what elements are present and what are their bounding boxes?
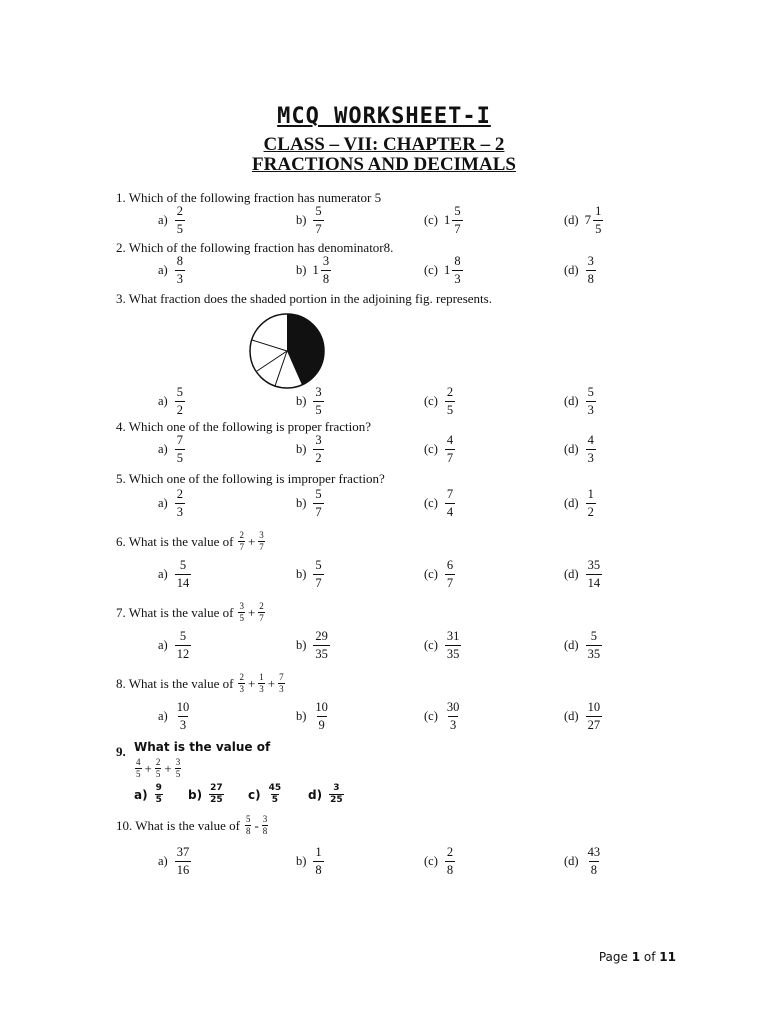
q9-number: 9. [116, 744, 126, 759]
option-label: (c) [424, 853, 438, 868]
worksheet-title: MCQ WORKSHEET-I [277, 104, 491, 129]
option-label: (c) [424, 393, 438, 408]
numerator: 3 [333, 783, 340, 793]
operator: + [164, 760, 172, 776]
answer-option[interactable] [158, 434, 186, 464]
denominator: 7 [259, 613, 264, 623]
numerator: 9 [155, 783, 162, 793]
numerator: 1 [259, 672, 264, 682]
question-label: 6. What is the value of [116, 533, 234, 549]
operator: + [247, 604, 256, 620]
denominator: 8 [587, 271, 594, 286]
question-text [116, 291, 492, 307]
numerator: 7 [279, 672, 284, 682]
option-label: b) [296, 495, 307, 510]
denominator: 3 [587, 450, 594, 465]
answer-option[interactable] [158, 488, 186, 518]
numerator: 5 [315, 204, 322, 218]
option-label: b) [296, 441, 307, 456]
options-row [0, 559, 768, 595]
operator: + [144, 760, 152, 776]
answer-option[interactable] [424, 559, 456, 589]
option-label: a) [158, 566, 168, 581]
fraction [593, 205, 603, 235]
numerator: 3 [239, 601, 244, 611]
answer-option[interactable] [564, 434, 597, 464]
denominator: 2 [315, 450, 322, 465]
fraction [175, 434, 185, 464]
operator: - [254, 817, 259, 833]
answer-option[interactable] [564, 846, 603, 876]
options-row [0, 488, 768, 524]
numerator: 5 [245, 814, 251, 824]
fraction [445, 559, 455, 589]
numerator: 5 [179, 558, 187, 572]
numerator: 6 [446, 558, 454, 572]
answer-option[interactable] [248, 784, 283, 805]
option-label: (d) [564, 262, 579, 277]
fraction [209, 784, 224, 805]
question-text [116, 815, 269, 836]
fraction [175, 255, 185, 285]
answer-option[interactable] [158, 559, 192, 589]
answer-option[interactable] [424, 255, 464, 285]
numerator: 8 [454, 254, 461, 268]
answer-option[interactable] [296, 255, 332, 285]
denominator: 3 [179, 717, 187, 732]
whole-number: 7 [584, 212, 592, 227]
denominator: 8 [262, 826, 268, 836]
answer-option[interactable] [424, 434, 456, 464]
numerator: 8 [176, 254, 183, 268]
fraction [329, 784, 344, 805]
option-label: (c) [424, 708, 438, 723]
numerator: 4 [587, 433, 594, 447]
answer-option[interactable] [564, 701, 603, 731]
denominator: 7 [446, 575, 454, 590]
option-label: a) [158, 262, 168, 277]
denominator: 14 [587, 575, 601, 590]
fraction [586, 386, 596, 416]
numerator: 2 [239, 672, 244, 682]
question-expression [244, 815, 269, 836]
answer-option[interactable] [564, 386, 597, 416]
numerator: 3 [587, 254, 594, 268]
denominator: 5 [595, 221, 602, 236]
answer-option[interactable] [296, 434, 325, 464]
numerator: 5 [179, 629, 187, 643]
fraction [175, 630, 192, 660]
option-label: (d) [564, 495, 579, 510]
fraction [258, 531, 265, 552]
denominator: 7 [315, 575, 322, 590]
fraction [586, 846, 603, 876]
denominator: 5 [446, 402, 454, 417]
answer-option[interactable] [296, 630, 331, 660]
option-label: a) [158, 708, 168, 723]
numerator: 43 [587, 845, 601, 859]
numerator: 2 [176, 204, 183, 218]
q9-expression [134, 758, 182, 779]
numerator: 1 [315, 845, 322, 859]
question-expression [237, 531, 265, 552]
class-line: CLASS – VII: CHAPTER – 2 [263, 134, 505, 155]
question-label: 4. Which one of the following is proper fraction? [116, 419, 371, 434]
numerator: 27 [210, 783, 223, 793]
fraction [452, 255, 462, 285]
numerator: 4 [446, 433, 454, 447]
denominator: 7 [315, 504, 322, 519]
fraction [586, 701, 603, 731]
fraction [445, 630, 462, 660]
answer-option[interactable] [308, 784, 345, 805]
numerator: 2 [259, 601, 264, 611]
denominator: 7 [259, 542, 264, 552]
denominator: 3 [454, 271, 461, 286]
operator: + [247, 675, 256, 691]
numerator: 4 [136, 757, 141, 767]
option-label: b) [296, 212, 307, 227]
question-label: 10. What is the value of [116, 817, 240, 833]
answer-option[interactable] [296, 559, 325, 589]
fraction [258, 602, 265, 623]
option-label: (d) [564, 853, 579, 868]
numerator: 10 [176, 700, 190, 714]
pie-figure [248, 312, 328, 392]
answer-option[interactable] [296, 488, 325, 518]
fraction [175, 758, 182, 779]
question-label: 8. What is the value of [116, 675, 234, 691]
fraction [135, 758, 142, 779]
numerator: 1 [595, 204, 602, 218]
denominator: 3 [587, 402, 594, 417]
denominator: 5 [239, 613, 244, 623]
option-label: (c) [424, 212, 438, 227]
option-label: a) [158, 393, 168, 408]
denominator: 3 [259, 684, 264, 694]
numerator: 2 [446, 845, 454, 859]
denominator: 3 [239, 684, 244, 694]
answer-option[interactable] [296, 846, 325, 876]
denominator: 4 [446, 504, 454, 519]
question-label: 7. What is the value of [116, 604, 234, 620]
options-row [0, 846, 768, 882]
option-label: (d) [564, 393, 579, 408]
fraction [175, 846, 192, 876]
operator: + [267, 675, 276, 691]
numerator: 31 [446, 629, 460, 643]
option-label: (c) [424, 262, 438, 277]
denominator: 25 [330, 795, 343, 805]
answer-option[interactable] [564, 255, 597, 285]
numerator: 5 [454, 204, 461, 218]
option-label: b) [296, 637, 307, 652]
fraction [586, 488, 596, 518]
fraction [278, 673, 285, 694]
answer-option[interactable] [188, 784, 225, 805]
fraction [445, 701, 462, 731]
question-text [116, 471, 385, 487]
denominator: 5 [176, 221, 183, 236]
numerator: 29 [315, 629, 328, 643]
denominator: 8 [590, 862, 597, 877]
numerator: 3 [259, 530, 264, 540]
fraction [175, 488, 185, 518]
fraction [175, 386, 185, 416]
denominator: 5 [176, 450, 183, 465]
question-text [116, 190, 381, 206]
denominator: 12 [176, 646, 190, 661]
denominator: 27 [587, 717, 601, 732]
footer-total: 11 [659, 950, 676, 964]
fraction [313, 205, 323, 235]
whole-number: 1 [312, 262, 319, 277]
fraction [238, 602, 245, 623]
question-label: 1. Which of the following fraction has numerator 5 [116, 190, 382, 205]
fraction [262, 815, 269, 836]
fraction [445, 434, 455, 464]
denominator: 2 [587, 504, 594, 519]
numerator: 3 [175, 757, 181, 767]
fraction [445, 846, 455, 876]
option-label: b) [296, 853, 307, 868]
answer-option[interactable] [564, 488, 597, 518]
answer-option[interactable] [158, 205, 186, 235]
answer-option[interactable] [296, 205, 325, 235]
fraction [175, 205, 185, 235]
fraction [155, 758, 162, 779]
answer-option[interactable] [564, 205, 604, 235]
fraction [445, 488, 455, 518]
option-label: a) [158, 212, 168, 227]
denominator: 5 [175, 769, 181, 779]
question-expression [237, 673, 285, 694]
footer-mid: of [640, 950, 660, 964]
question-label: 5. Which one of the following is improper fraction? [116, 471, 385, 486]
answer-option[interactable] [134, 784, 164, 805]
answer-option[interactable] [158, 255, 186, 285]
option-label: (d) [564, 708, 579, 723]
denominator: 3 [279, 684, 284, 694]
fraction [313, 630, 330, 660]
fraction [313, 434, 323, 464]
answer-option[interactable] [424, 630, 462, 660]
fraction [586, 630, 603, 660]
whole-number: 1 [443, 212, 451, 227]
option-label: a) [158, 853, 168, 868]
numerator: 2 [155, 757, 161, 767]
fraction [238, 531, 245, 552]
numerator: 3 [315, 385, 322, 399]
option-label: a) [158, 637, 168, 652]
numerator: 10 [587, 700, 601, 714]
numerator: 37 [176, 845, 190, 859]
question-label: 3. What fraction does the shaded portion in the adjoining fig. represents. [116, 291, 492, 306]
denominator: 8 [446, 862, 454, 877]
denominator: 35 [315, 646, 328, 661]
option-label: (c) [424, 441, 438, 456]
option-label: a) [158, 495, 168, 510]
numerator: 5 [176, 385, 183, 399]
denominator: 7 [315, 221, 322, 236]
fraction [175, 559, 192, 589]
option-label: (d) [564, 441, 579, 456]
answer-option[interactable] [158, 386, 186, 416]
question-text [116, 531, 266, 552]
answer-option[interactable] [158, 630, 192, 660]
numerator: 10 [315, 700, 328, 714]
option-label: (d) [564, 212, 579, 227]
answer-option[interactable] [158, 846, 192, 876]
answer-option[interactable] [296, 701, 331, 731]
question-expression [237, 602, 265, 623]
answer-option[interactable] [424, 205, 464, 235]
denominator: 3 [176, 271, 183, 286]
question-text [116, 240, 393, 256]
denominator: 3 [450, 717, 457, 732]
fraction [175, 701, 192, 731]
fraction [155, 784, 163, 805]
numerator: 7 [176, 433, 183, 447]
options-row [0, 434, 768, 470]
option-label: b) [296, 393, 307, 408]
option-label: b) [296, 708, 307, 723]
numerator: 30 [446, 700, 460, 714]
fraction [258, 673, 265, 694]
option-label: (c) [424, 637, 438, 652]
options-row [0, 701, 768, 737]
denominator: 16 [176, 862, 190, 877]
fraction [313, 701, 330, 731]
denominator: 5 [136, 769, 141, 779]
answer-option[interactable] [424, 701, 462, 731]
answer-option[interactable] [424, 846, 456, 876]
fraction [313, 559, 323, 589]
options-row [0, 630, 768, 666]
option-label: b) [296, 262, 307, 277]
answer-option[interactable] [564, 559, 603, 589]
numerator: 1 [587, 487, 594, 501]
denominator: 7 [239, 542, 244, 552]
denominator: 5 [155, 769, 161, 779]
denominator: 8 [245, 826, 251, 836]
fraction [313, 846, 323, 876]
options-row [0, 386, 768, 422]
option-label: c) [248, 787, 261, 802]
question-label: 2. Which of the following fraction has denominator8. [116, 240, 394, 255]
numerator: 3 [322, 254, 330, 268]
footer-page: 1 [631, 950, 641, 964]
page-footer [599, 950, 676, 964]
fraction [586, 559, 603, 589]
fraction [586, 434, 596, 464]
answer-option[interactable] [564, 630, 603, 660]
fraction [313, 488, 323, 518]
denominator: 7 [454, 221, 461, 236]
option-label: (d) [564, 566, 579, 581]
numerator: 2 [239, 530, 244, 540]
numerator: 5 [587, 385, 594, 399]
fraction [452, 205, 462, 235]
fraction [245, 815, 252, 836]
question-text [116, 673, 286, 694]
options-row [0, 205, 768, 241]
question-text [116, 602, 266, 623]
answer-option[interactable] [158, 701, 192, 731]
denominator: 2 [176, 402, 183, 417]
numerator: 3 [262, 814, 268, 824]
numerator: 5 [315, 487, 322, 501]
option-label: (c) [424, 566, 438, 581]
option-label: b) [296, 566, 307, 581]
whole-number: 1 [443, 262, 451, 277]
options-row [0, 255, 768, 291]
fraction [445, 386, 455, 416]
denominator: 25 [210, 795, 223, 805]
question-text [116, 419, 371, 435]
option-label: (c) [424, 495, 438, 510]
numerator: 2 [176, 487, 183, 501]
denominator: 35 [587, 646, 601, 661]
numerator: 7 [446, 487, 454, 501]
q9-text: What is the value of [134, 740, 271, 754]
chapter-title: FRACTIONS AND DECIMALS [252, 154, 516, 175]
denominator: 9 [318, 717, 325, 732]
numerator: 3 [315, 433, 322, 447]
footer-prefix: Page [598, 950, 632, 964]
option-label: d) [308, 787, 323, 802]
numerator: 45 [268, 783, 282, 793]
denominator: 8 [322, 271, 330, 286]
denominator: 14 [176, 575, 190, 590]
denominator: 5 [155, 795, 162, 805]
operator: + [247, 533, 256, 549]
fraction [238, 673, 245, 694]
numerator: 2 [446, 385, 454, 399]
fraction [268, 784, 283, 805]
numerator: 5 [315, 558, 322, 572]
denominator: 5 [271, 795, 278, 805]
numerator: 5 [590, 629, 597, 643]
option-label: a) [158, 441, 168, 456]
denominator: 7 [446, 450, 454, 465]
answer-option[interactable] [424, 386, 456, 416]
option-label: b) [188, 787, 203, 802]
denominator: 35 [446, 646, 460, 661]
denominator: 8 [315, 862, 322, 877]
answer-option[interactable] [424, 488, 456, 518]
denominator: 5 [315, 402, 322, 417]
option-label: a) [134, 787, 148, 802]
option-label: (d) [564, 637, 579, 652]
denominator: 3 [176, 504, 183, 519]
fraction [586, 255, 596, 285]
fraction [321, 255, 331, 285]
numerator: 35 [587, 558, 601, 572]
